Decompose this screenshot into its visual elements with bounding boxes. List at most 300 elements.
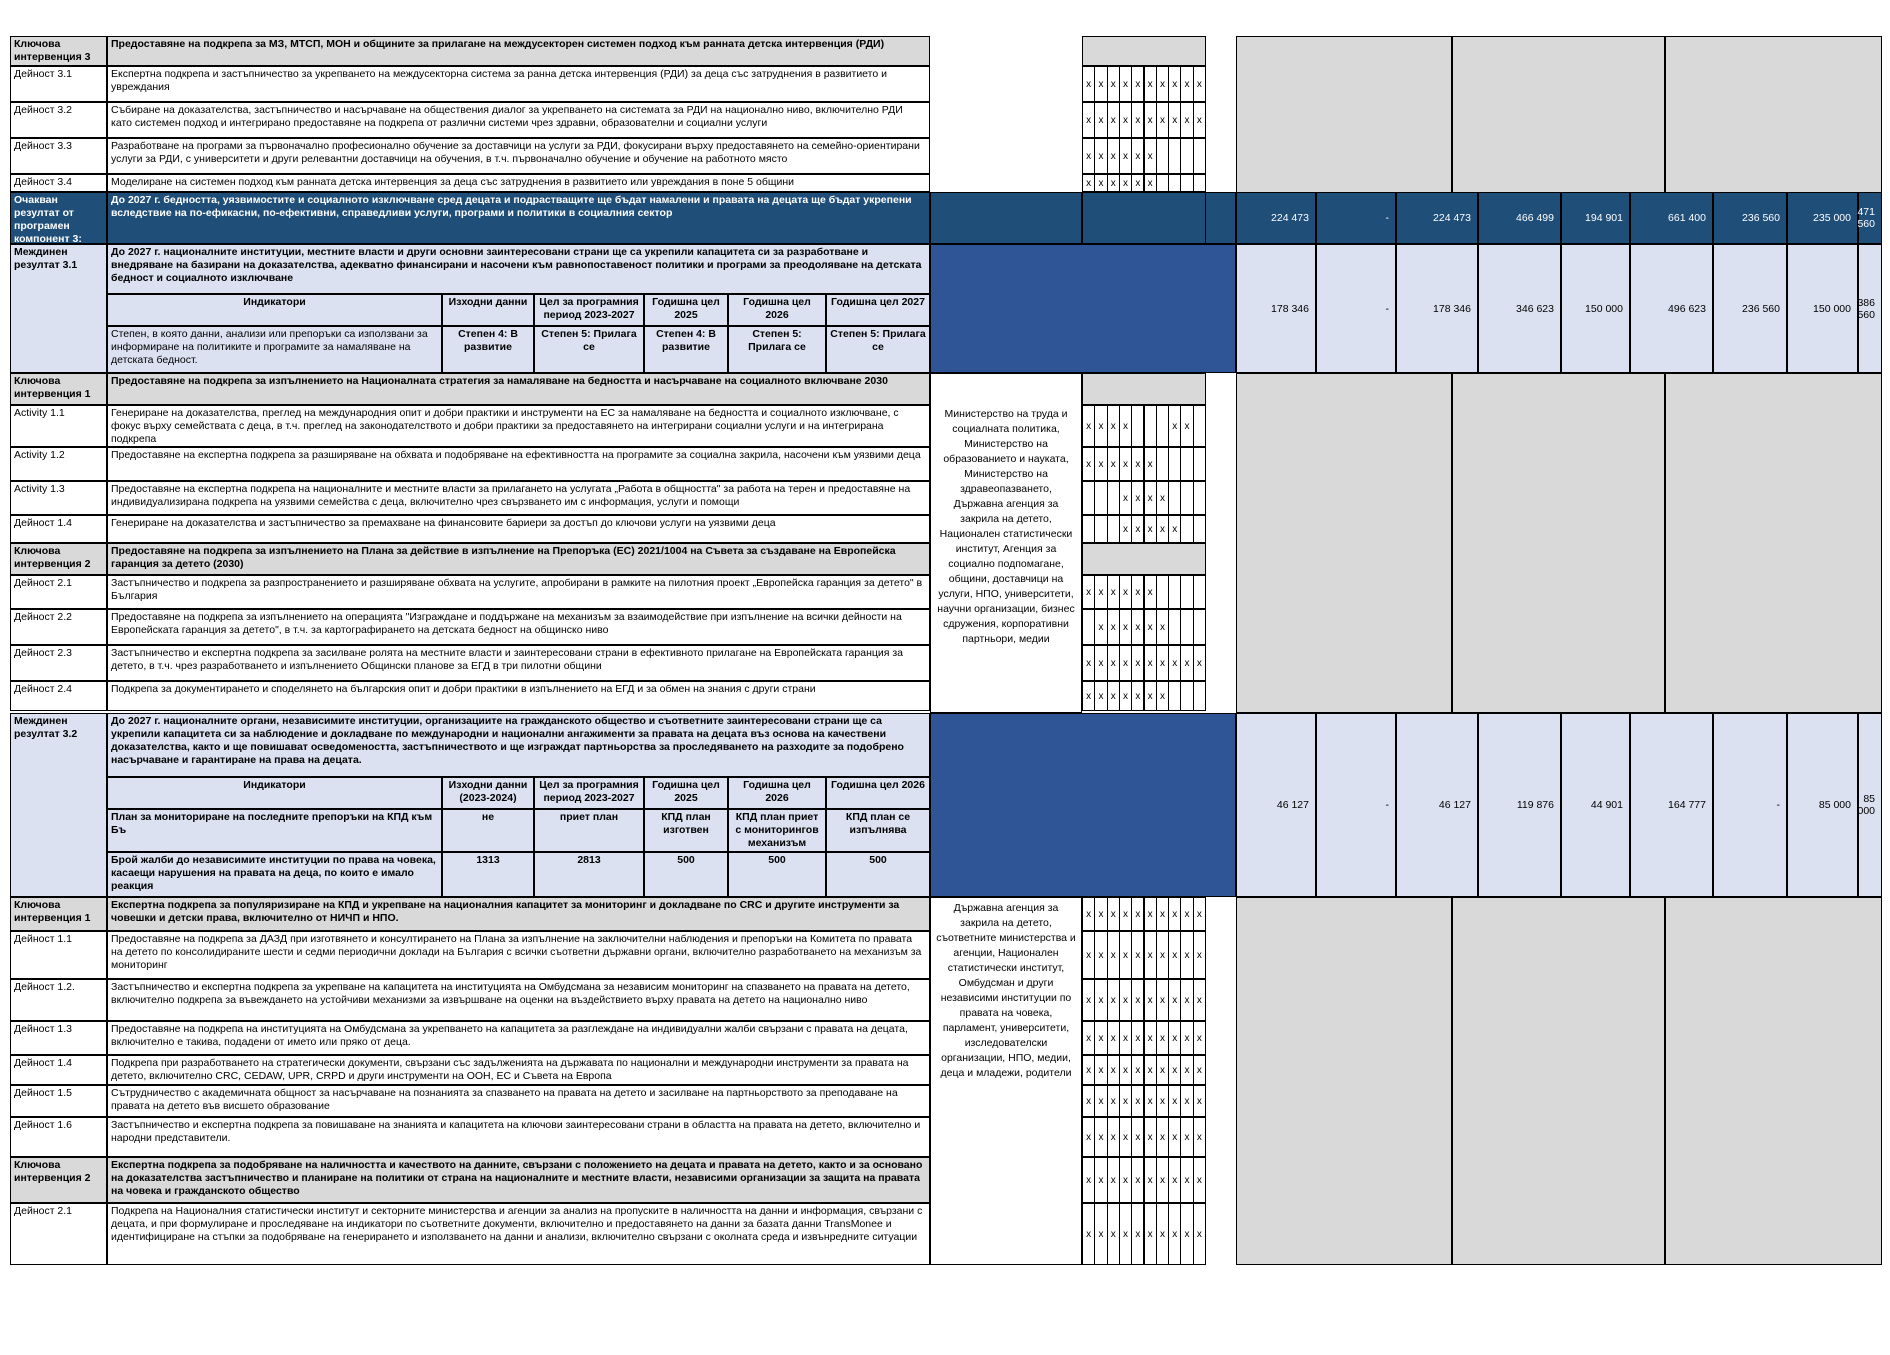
schedule-mark: x [1156, 481, 1169, 515]
schedule-mark: x [1082, 138, 1095, 174]
budget-gray-band [1452, 373, 1665, 713]
schedule-mark: x [1094, 1117, 1107, 1157]
activity-description: Предоставяне на експертна подкрепа за разширяване на обхвата и подобряване на ефективността на програмите за социална закрила, насочени към уязвими деца [107, 447, 930, 481]
schedule-mark: x [1082, 102, 1095, 138]
schedule-mark: x [1094, 447, 1107, 481]
schedule-mark: x [1131, 481, 1144, 515]
schedule-mark: x [1082, 897, 1095, 931]
schedule-mark [1193, 575, 1206, 609]
schedule-mark: x [1107, 1203, 1120, 1265]
schedule-mark: x [1144, 138, 1157, 174]
activity-description: Предоставяне на подкрепа за ДАЗД при изготвянето и консултирането на Плана за изпълнение на заключителни наблюдения и препоръки на Комитета по правата на детето по консолидираните шести и седми периодични доклади на България с всички съответни държавни органи, включително разработването на механизъм за мониторинг [107, 931, 930, 979]
schedule-mark: x [1144, 645, 1157, 681]
schedule-mark: x [1119, 481, 1132, 515]
schedule-mark [1168, 174, 1181, 192]
schedule-mark: x [1094, 405, 1107, 447]
schedule-mark: x [1168, 405, 1181, 447]
schedule-mark: x [1168, 1157, 1181, 1203]
schedule-header [1082, 373, 1206, 405]
row-label: Дейност 3.2 [10, 102, 107, 138]
indicator-header: Годишна цел 2026 [728, 294, 826, 326]
schedule-mark: x [1131, 1157, 1144, 1203]
schedule-mark: x [1180, 1085, 1193, 1117]
budget-gray-band [1452, 897, 1665, 1265]
row-label: Дейност 1.4 [10, 1055, 107, 1085]
outcome-gap [1205, 192, 1236, 244]
schedule-mark: x [1168, 1021, 1181, 1055]
budget-value: 150 000 [1561, 244, 1630, 373]
row-label: Ключова интервенция 2 [10, 1157, 107, 1203]
schedule-mark: x [1131, 515, 1144, 543]
budget-value: 164 777 [1630, 713, 1713, 897]
intermediate-band [930, 244, 1236, 373]
budget-gray-band [1236, 897, 1452, 1265]
schedule-mark: x [1180, 645, 1193, 681]
intermediate-text: До 2027 г. националните органи, независимите институции, организациите на гражданското общество и съответните заинтересовани страни ще са укрепили капацитета си за наблюдение и докладване по международни и национални ангажименти за правата на децата въз основа на качествени доказателства, както и ще повишават осведомеността, застъпничеството и ще изграждат партньорства за проследяването на разходите за подобрено насърчаване и гарантиране на права на децата. [107, 713, 930, 777]
schedule-mark: x [1168, 66, 1181, 102]
intermediate-label: Междинен резултат 3.2 [10, 713, 107, 897]
schedule-mark: x [1156, 1021, 1169, 1055]
schedule-mark: x [1144, 1055, 1157, 1085]
indicator-header: Изходни данни [442, 294, 534, 326]
schedule-mark: x [1107, 66, 1120, 102]
schedule-mark: x [1193, 1157, 1206, 1203]
schedule-mark: x [1156, 931, 1169, 979]
responsible-parties: Държавна агенция за закрила на детето, съответните министерства и агенции, Национален статистически институт, Омбудсман и други независими институции по правата на човека, парламент, университети, изследователски организации, НПО, медии, деца и младежи, родители [931, 899, 1081, 1099]
indicator-value: Степен, в която данни, анализи или препоръки са използвани за информиране на политиките и програмите за намаляване на детската бедност. [107, 326, 442, 373]
intervention-title: Предоставяне на подкрепа за изпълнението на Плана за действие в изпълнение на Препоръка (ЕС) 2021/1004 на Съвета за създаване на Европейска гаранция за детето (2030) [107, 543, 930, 575]
schedule-mark: x [1107, 1117, 1120, 1157]
indicator-value: Степен 4: В развитие [442, 326, 534, 373]
schedule-mark [1168, 481, 1181, 515]
schedule-mark: x [1107, 405, 1120, 447]
schedule-mark: x [1131, 681, 1144, 711]
activity-description: Експертна подкрепа и застъпничество за укрепването на междусекторна система за ранна детска интервенция (РДИ) за деца със затруднения в развитието и увреждания [107, 66, 930, 102]
indicator-header: Годишна цел 2027 [826, 294, 930, 326]
budget-value: 85 000 [1787, 713, 1858, 897]
intermediate-label: Междинен резултат 3.1 [10, 244, 107, 373]
schedule-mark: x [1180, 931, 1193, 979]
schedule-mark: x [1119, 138, 1132, 174]
schedule-mark: x [1193, 897, 1206, 931]
indicator-value: Степен 5: Прилага се [728, 326, 826, 373]
row-label: Дейност 2.2 [10, 609, 107, 645]
schedule-mark: x [1094, 681, 1107, 711]
schedule-mark [1168, 447, 1181, 481]
budget-value: - [1316, 244, 1396, 373]
indicator-header: Годишна цел 2025 [644, 294, 728, 326]
schedule-mark: x [1107, 609, 1120, 645]
schedule-mark: x [1082, 174, 1095, 192]
schedule-mark [1193, 174, 1206, 192]
schedule-mark: x [1193, 1117, 1206, 1157]
schedule-mark: x [1193, 66, 1206, 102]
schedule-mark: x [1107, 447, 1120, 481]
schedule-mark: x [1168, 931, 1181, 979]
row-label: Дейност 1.1 [10, 931, 107, 979]
schedule-mark: x [1094, 897, 1107, 931]
intervention-title: Предоставяне на подкрепа за МЗ, МТСП, МОН и общините за прилагане на междусекторен системен подход към ранната детска интервенция (РДИ) [107, 36, 930, 66]
schedule-mark [1107, 515, 1120, 543]
schedule-mark: x [1180, 897, 1193, 931]
schedule-mark: x [1119, 405, 1132, 447]
schedule-mark: x [1094, 645, 1107, 681]
budget-value: 224 473 [1236, 192, 1316, 244]
schedule-mark: x [1193, 1021, 1206, 1055]
row-label: Ключова интервенция 3 [10, 36, 107, 66]
budget-value: 85 000 [1858, 713, 1882, 897]
schedule-mark: x [1180, 1021, 1193, 1055]
schedule-mark: x [1082, 575, 1095, 609]
schedule-mark [1082, 515, 1095, 543]
row-label: Activity 1.2 [10, 447, 107, 481]
activity-description: Застъпничество и подкрепа за разпространението и разширяване обхвата на услугите, апробирани в рамките на пилотния проект „Европейска гаранция за детето" в България [107, 575, 930, 609]
schedule-mark: x [1082, 1157, 1095, 1203]
schedule-mark: x [1144, 1085, 1157, 1117]
intermediate-text: До 2027 г. националните институции, местните власти и други основни заинтересовани страни ще са укрепили капацитета си за разработване и внедряване на базирани на доказателства, адекватно финансирани и насочени към равнопоставеност политики и програми за преодоляване на детската бедност и социалното изключване [107, 244, 930, 294]
schedule-mark: x [1180, 1203, 1193, 1265]
schedule-mark [1180, 138, 1193, 174]
schedule-mark [1144, 405, 1157, 447]
schedule-mark: x [1144, 66, 1157, 102]
indicator-header: Годишна цел 2025 [644, 777, 728, 809]
row-label: Ключова интервенция 1 [10, 897, 107, 931]
schedule-mark: x [1156, 1055, 1169, 1085]
schedule-mark: x [1180, 979, 1193, 1021]
schedule-mark: x [1094, 174, 1107, 192]
schedule-mark [1168, 138, 1181, 174]
schedule-mark: x [1119, 1021, 1132, 1055]
row-label: Дейност 2.3 [10, 645, 107, 681]
row-label: Дейност 3.3 [10, 138, 107, 174]
schedule-mark [1094, 481, 1107, 515]
schedule-mark: x [1094, 1055, 1107, 1085]
schedule-header [1082, 543, 1206, 575]
schedule-mark: x [1082, 66, 1095, 102]
schedule-mark: x [1180, 102, 1193, 138]
schedule-mark: x [1082, 979, 1095, 1021]
schedule-mark: x [1107, 979, 1120, 1021]
schedule-mark: x [1131, 931, 1144, 979]
schedule-mark: x [1144, 1117, 1157, 1157]
schedule-mark: x [1119, 575, 1132, 609]
schedule-mark [1094, 515, 1107, 543]
schedule-mark: x [1082, 1021, 1095, 1055]
schedule-mark [1156, 575, 1169, 609]
schedule-mark: x [1144, 1157, 1157, 1203]
schedule-mark [1193, 138, 1206, 174]
schedule-mark: x [1156, 102, 1169, 138]
schedule-mark: x [1180, 405, 1193, 447]
schedule-mark: x [1094, 931, 1107, 979]
schedule-header [1082, 36, 1206, 66]
schedule-mark: x [1131, 1085, 1144, 1117]
schedule-mark: x [1082, 645, 1095, 681]
activity-description: Събиране на доказателства, застъпничество и насърчаване на обществения диалог за укрепването на системата за РДИ на национално ниво, включително РДИ като системен подход и интегрирано предоставяне на подкрепа от различни системи чрез здравни, образователни и социални услуги [107, 102, 930, 138]
schedule-mark: x [1082, 1055, 1095, 1085]
schedule-mark: x [1107, 575, 1120, 609]
schedule-mark: x [1082, 681, 1095, 711]
budget-gray-band [1452, 36, 1665, 194]
schedule-mark: x [1144, 515, 1157, 543]
schedule-mark [1193, 481, 1206, 515]
budget-value: - [1713, 713, 1787, 897]
schedule-mark: x [1156, 645, 1169, 681]
schedule-mark: x [1180, 1117, 1193, 1157]
schedule-mark [1156, 405, 1169, 447]
schedule-mark [1193, 515, 1206, 543]
schedule-mark: x [1119, 447, 1132, 481]
schedule-mark: x [1156, 1203, 1169, 1265]
activity-description: Застъпничество и експертна подкрепа за укрепване на капацитета на институцията на Омбудсмана за независим мониторинг на спазването на правата на детето, включително подкрепа за въвеждането на устойчиви механизми за извършване на оценки на въздействието върху правата на детето на национално ниво [107, 979, 930, 1021]
indicator-value: 2813 [534, 852, 644, 897]
schedule-mark [1156, 138, 1169, 174]
activity-description: Предоставяне на експертна подкрепа на националните и местните власти за прилагането на услугата „Работа в общността" за работа на терен и предоставяне на индивидуализирана подкрепа на уязвими семейства с деца, включително чрез свързването им с информация, услуги и помощи [107, 481, 930, 515]
schedule-mark: x [1144, 102, 1157, 138]
budget-value: 346 623 [1478, 244, 1561, 373]
indicator-value: 1313 [442, 852, 534, 897]
schedule-mark: x [1119, 174, 1132, 192]
schedule-mark: x [1144, 681, 1157, 711]
schedule-mark: x [1131, 138, 1144, 174]
activity-description: Застъпничество и експертна подкрепа за засилване ролята на местните власти и заинтересовани страни в ефективното прилагане на Европейската гаранция за детето, в т.ч. чрез разработването и изпълнението Общински планове за ЕГД в три пилотни общини [107, 645, 930, 681]
schedule-mark: x [1119, 609, 1132, 645]
schedule-mark: x [1094, 575, 1107, 609]
schedule-mark: x [1144, 1203, 1157, 1265]
budget-value: 178 346 [1236, 244, 1316, 373]
schedule-mark: x [1119, 66, 1132, 102]
indicator-value: 500 [728, 852, 826, 897]
intervention-title: Предоставяне на подкрепа за изпълнението на Националната стратегия за намаляване на бедността и насърчаване на социалното включване 2030 [107, 373, 930, 405]
intervention-title: Експертна подкрепа за популяризиране на КПД и укрепване на националния капацитет за мониторинг и докладване по CRC и другите инструменти за човешки и детски права, включително от НИЧП и НПО. [107, 897, 930, 931]
schedule-mark: x [1168, 1117, 1181, 1157]
schedule-mark: x [1193, 645, 1206, 681]
schedule-mark: x [1168, 897, 1181, 931]
outcome-text: До 2027 г. бедността, уязвимостите и социалното изключване сред децата и подрастващите ще бъдат намалени и правата на децата ще бъдат укрепени вследствие на по-ефикасни, по-ефективни, справедливи услуги, програми и политики в социалния сектор [107, 192, 930, 244]
schedule-mark: x [1107, 681, 1120, 711]
activity-description: Подкрепа при разработването на стратегически документи, свързани със задълженията на държавата по национални и международни инструменти за правата на детето, включително CRC, CEDAW, UPR, CRPD и други инструменти на ООН, ЕС и Съвета на Европа [107, 1055, 930, 1085]
row-label: Дейност 1.6 [10, 1117, 107, 1157]
budget-value: 471 560 [1858, 192, 1882, 244]
budget-value: - [1316, 713, 1396, 897]
budget-value: 46 127 [1396, 713, 1478, 897]
schedule-mark: x [1156, 515, 1169, 543]
schedule-mark: x [1144, 609, 1157, 645]
schedule-mark: x [1131, 1055, 1144, 1085]
row-label: Дейност 1.2. [10, 979, 107, 1021]
schedule-mark: x [1156, 1085, 1169, 1117]
schedule-mark: x [1156, 1117, 1169, 1157]
schedule-mark: x [1156, 681, 1169, 711]
schedule-mark: x [1131, 645, 1144, 681]
budget-value: 236 560 [1713, 244, 1787, 373]
activity-description: Моделиране на системен подход към ранната детска интервенция за деца със затруднения в развитието или увреждания в поне 5 общини [107, 174, 930, 192]
budget-value: 224 473 [1396, 192, 1478, 244]
schedule-mark: x [1144, 447, 1157, 481]
schedule-mark [1180, 681, 1193, 711]
budget-value: 496 623 [1630, 244, 1713, 373]
responsible-parties: Министерство на труда и социалната политика, Министерство на образованието и науката, Министерство на здравеопазването, Държавна агенция за закрила на детето, Национален статистически институт, Агенция за социално подпомагане, общини, доставчици на услуги, НПО, университети, научни организации, бизнес сдружения, корпоративни партньори, медии [931, 405, 1081, 665]
schedule-mark [1107, 481, 1120, 515]
schedule-mark: x [1193, 1203, 1206, 1265]
schedule-mark: x [1131, 1117, 1144, 1157]
schedule-mark: x [1094, 1021, 1107, 1055]
schedule-mark: x [1131, 979, 1144, 1021]
budget-value: 661 400 [1630, 192, 1713, 244]
activity-description: Предоставяне на подкрепа за изпълнението на операцията "Изграждане и поддържане на механизъм за взаимодействие при изпълнение на всички дейности на Европейската гаранция за детето", в т.ч. за картографирането на детската бедност на общинско ниво [107, 609, 930, 645]
budget-value: 466 499 [1478, 192, 1561, 244]
schedule-mark: x [1193, 979, 1206, 1021]
schedule-mark: x [1082, 1117, 1095, 1157]
indicator-value: КПД план се изпълнява [826, 809, 930, 852]
schedule-mark: x [1107, 174, 1120, 192]
activity-description: Застъпничество и експертна подкрепа за повишаване на знанията и капацитета на ключови заинтересовани страни в областта на правата на детето, включително и народни представители. [107, 1117, 930, 1157]
schedule-mark: x [1119, 1157, 1132, 1203]
activity-description: Генериране на доказателства, преглед на международния опит и добри практики и инструменти на ЕС за намаляване на бедността и социалното изключване, с фокус върху семействата с деца, в т.ч. преглед на законодателството и добри практики за предоставянето на интегрирани социални услуги и на интегрирана подкрепа [107, 405, 930, 447]
intermediate-band [930, 713, 1236, 897]
schedule-mark [1156, 447, 1169, 481]
schedule-mark: x [1094, 1203, 1107, 1265]
schedule-mark: x [1193, 1085, 1206, 1117]
indicator-value: План за мониториране на последните препоръки на КПД към Бъ [107, 809, 442, 852]
schedule-mark: x [1131, 609, 1144, 645]
budget-gray-band [1236, 373, 1452, 713]
budget-value: 44 901 [1561, 713, 1630, 897]
schedule-mark: x [1082, 405, 1095, 447]
outcome-resp [930, 192, 1082, 244]
row-label: Дейност 1.4 [10, 515, 107, 543]
schedule-mark: x [1131, 575, 1144, 609]
row-label: Дейност 2.4 [10, 681, 107, 711]
schedule-mark: x [1168, 515, 1181, 543]
indicator-header: Цел за програмния период 2023-2027 [534, 294, 644, 326]
schedule-mark: x [1119, 1055, 1132, 1085]
intervention-title: Експертна подкрепа за подобряване на наличността и качеството на данните, свързани с положението на децата и правата на детето, както и за основано на доказателства застъпничество и планиране на политики от страна на националните и местните власти, независими организации за защита на правата на човека и гражданското общество [107, 1157, 930, 1203]
schedule-mark: x [1107, 1055, 1120, 1085]
schedule-mark: x [1144, 931, 1157, 979]
row-label: Ключова интервенция 2 [10, 543, 107, 575]
schedule-mark: x [1131, 174, 1144, 192]
schedule-mark: x [1156, 979, 1169, 1021]
indicator-header: Изходни данни (2023-2024) [442, 777, 534, 809]
budget-value: - [1316, 192, 1396, 244]
schedule-mark [1082, 609, 1095, 645]
indicator-value: КПД план приет с мониторингов механизъм [728, 809, 826, 852]
row-label: Дейност 1.5 [10, 1085, 107, 1117]
budget-value: 46 127 [1236, 713, 1316, 897]
schedule-mark: x [1094, 1157, 1107, 1203]
budget-value: 235 000 [1787, 192, 1858, 244]
schedule-mark [1193, 405, 1206, 447]
indicator-header: Цел за програмния период 2023-2027 [534, 777, 644, 809]
schedule-mark [1180, 575, 1193, 609]
schedule-mark [1193, 609, 1206, 645]
activity-description: Генериране на доказателства и застъпничество за премахване на финансовите бариери за достъп до ключови услуги на уязвими деца [107, 515, 930, 543]
activity-description: Подкрепа за документирането и споделянето на българския опит и добри практики в изпълнението на ЕГД и за обмен на знания с други страни [107, 681, 930, 711]
schedule-mark: x [1119, 102, 1132, 138]
schedule-mark: x [1193, 931, 1206, 979]
budget-gray-band [1236, 36, 1452, 194]
indicator-header: Индикатори [107, 294, 442, 326]
activity-description: Предоставяне на подкрепа на институцията на Омбудсмана за укрепването на капацитета за разглеждане на индивидуални жалби свързани с правата на децата, включително е такива, подадени от името или пряко от деца. [107, 1021, 930, 1055]
budget-value: 178 346 [1396, 244, 1478, 373]
outcome-label: Очакван резултат от програмен компонент 3: [10, 192, 107, 244]
schedule-mark: x [1119, 645, 1132, 681]
schedule-mark: x [1156, 609, 1169, 645]
schedule-mark: x [1131, 1203, 1144, 1265]
schedule-mark: x [1082, 1203, 1095, 1265]
schedule-mark: x [1168, 1085, 1181, 1117]
indicator-header: Годишна цел 2026 [826, 777, 930, 809]
schedule-mark: x [1168, 979, 1181, 1021]
schedule-mark [1180, 609, 1193, 645]
schedule-mark [1180, 174, 1193, 192]
schedule-mark [1180, 515, 1193, 543]
schedule-mark: x [1193, 1055, 1206, 1085]
schedule-mark: x [1131, 66, 1144, 102]
schedule-mark: x [1119, 681, 1132, 711]
schedule-mark: x [1156, 1157, 1169, 1203]
schedule-mark: x [1180, 1157, 1193, 1203]
indicator-value: 500 [826, 852, 930, 897]
schedule-mark: x [1107, 931, 1120, 979]
schedule-mark [1193, 447, 1206, 481]
schedule-mark: x [1168, 1055, 1181, 1085]
schedule-mark: x [1119, 515, 1132, 543]
schedule-mark: x [1094, 609, 1107, 645]
schedule-mark: x [1180, 1055, 1193, 1085]
schedule-mark: x [1144, 575, 1157, 609]
indicator-value: не [442, 809, 534, 852]
activity-description: Сътрудничество с академичната общност за насърчаване на познанията за спазването на правата на детето и засилване на партньорството за преподаване на правата на детето във висшето образование [107, 1085, 930, 1117]
schedule-mark: x [1131, 1021, 1144, 1055]
activity-description: Разработване на програми за първоначално професионално обучение за доставчици на услуги за РДИ, фокусирани върху предоставянето на семейно-ориентирани услуги за РДИ, с университети и други релевантни доставчици на обучения, в т.ч. първоначално обучение и обучение на работното място [107, 138, 930, 174]
schedule-mark: x [1131, 102, 1144, 138]
row-label: Дейност 3.4 [10, 174, 107, 192]
budget-value: 236 560 [1713, 192, 1787, 244]
indicator-value: Брой жалби до независимите институции по права на човека, касаещи нарушения на правата на деца, по които е имало реакция [107, 852, 442, 897]
schedule-mark: x [1094, 66, 1107, 102]
indicator-value: приет план [534, 809, 644, 852]
indicator-header: Годишна цел 2026 [728, 777, 826, 809]
indicator-value: Степен 5: Прилага се [826, 326, 930, 373]
schedule-mark: x [1119, 897, 1132, 931]
row-label: Дейност 2.1 [10, 575, 107, 609]
schedule-mark: x [1180, 66, 1193, 102]
schedule-mark: x [1156, 897, 1169, 931]
schedule-mark: x [1119, 1203, 1132, 1265]
schedule-mark [1180, 481, 1193, 515]
schedule-mark: x [1107, 102, 1120, 138]
activity-description: Подкрепа на Националния статистически институт и секторните министерства и агенции за анализ на пропуските в наличността на данни и информация, свързани с децата, и при формулиране и проследяване на индикатори по съответните документи, включително и предоставянето на данни за базата данни TransMonee и идентифициране на стъпки за подобряване на генерирането и използването на данни и анализи, включително свързани с околната среда и извънредните ситуации [107, 1203, 930, 1265]
schedule-mark: x [1144, 1021, 1157, 1055]
schedule-mark: x [1094, 138, 1107, 174]
schedule-mark: x [1094, 1085, 1107, 1117]
indicator-value: Степен 4: В развитие [644, 326, 728, 373]
row-label: Дейност 3.1 [10, 66, 107, 102]
row-label: Activity 1.1 [10, 405, 107, 447]
schedule-mark: x [1193, 102, 1206, 138]
budget-value: 119 876 [1478, 713, 1561, 897]
budget-gray-band [1665, 373, 1882, 713]
schedule-mark: x [1168, 102, 1181, 138]
indicator-value: КПД план изготвен [644, 809, 728, 852]
schedule-mark [1180, 447, 1193, 481]
schedule-mark: x [1144, 174, 1157, 192]
row-label: Ключова интервенция 1 [10, 373, 107, 405]
schedule-mark: x [1156, 66, 1169, 102]
budget-value: 150 000 [1787, 244, 1858, 373]
